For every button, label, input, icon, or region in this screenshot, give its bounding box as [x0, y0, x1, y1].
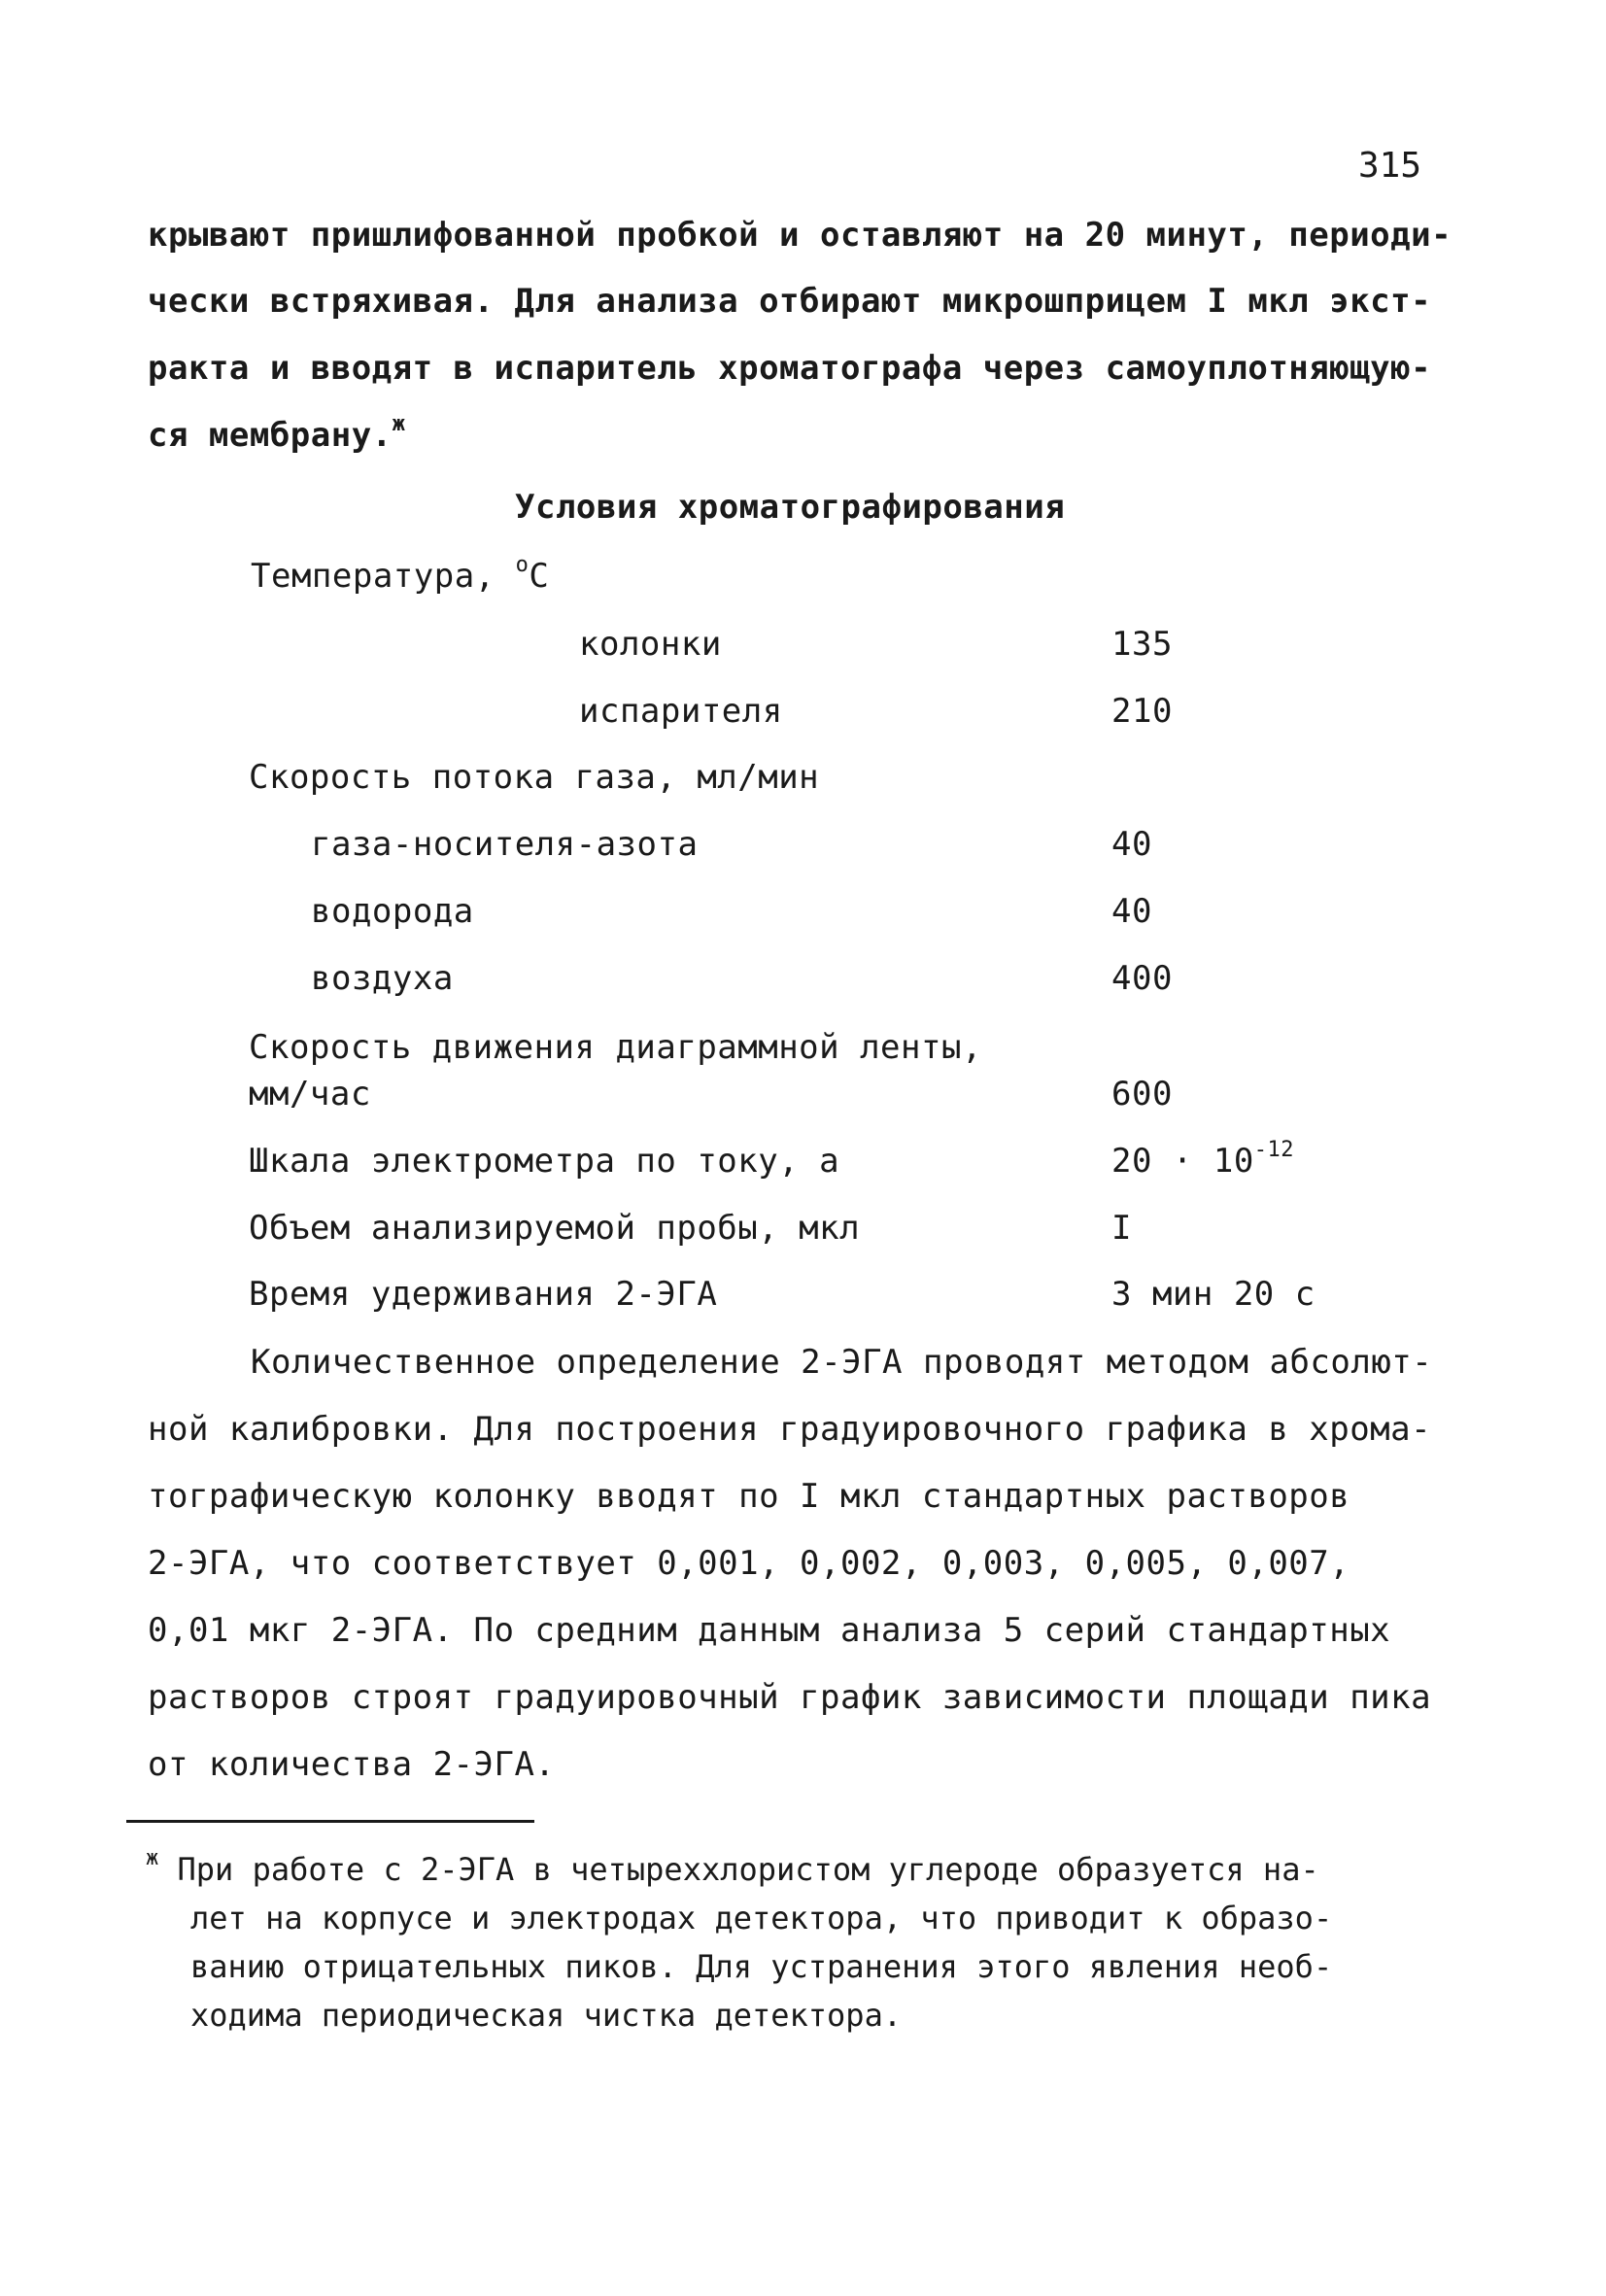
- hydrogen-value: 40: [1111, 892, 1152, 931]
- intro-line-3: ракта и вводят в испаритель хроматографа через самоуплотняющую-: [148, 349, 1432, 388]
- temperature-unit: С: [529, 557, 550, 596]
- footnote-mark: ж: [146, 1846, 159, 1870]
- chart-speed-label-1: Скорость движения диаграммной ленты,: [249, 1028, 982, 1067]
- retention-label: Время удерживания 2-ЭГА: [249, 1275, 718, 1314]
- footnote-line-1-text: При работе с 2-ЭГА в четыреххлористом углероде образуется на-: [177, 1851, 1319, 1888]
- gas-flow-label: Скорость потока газа, мл/мин: [249, 758, 820, 797]
- footnote-line-3: ванию отрицательных пиков. Для устранения этого явления необ-: [190, 1948, 1333, 1985]
- quant-line-5: 0,01 мкг 2-ЭГА. По средним данным анализа 5 серий стандартных: [148, 1611, 1391, 1650]
- volume-value: I: [1111, 1209, 1132, 1248]
- footnote-line-2: лет на корпусе и электродах детектора, что приводит к образо-: [190, 1900, 1333, 1936]
- footnote-reference: ж: [392, 412, 406, 436]
- quant-line-7: от количества 2-ЭГА.: [148, 1745, 556, 1784]
- intro-line-1: крывают пришлифованной пробкой и оставляют на 20 минут, периоди-: [148, 216, 1452, 255]
- retention-value: 3 мин 20 с: [1111, 1275, 1316, 1314]
- scale-value-text: 20 · 10: [1111, 1142, 1254, 1181]
- scale-value: [1111, 1138, 1295, 1181]
- quant-line-1: Количественное определение 2-ЭГА проводят методом абсолют-: [251, 1343, 1433, 1382]
- air-label: воздуха: [311, 959, 454, 998]
- evaporator-value: 210: [1111, 692, 1173, 731]
- quant-line-3: тографическую колонку вводят по I мкл стандартных растворов: [148, 1477, 1350, 1516]
- quant-line-4: 2-ЭГА, что соответствует 0,001, 0,002, 0,003, 0,005, 0,007,: [148, 1544, 1350, 1583]
- temperature-label: [251, 553, 550, 596]
- column-value: 135: [1111, 625, 1173, 664]
- intro-line-2: чески встряхивая. Для анализа отбирают микрошприцем I мкл экст-: [148, 282, 1432, 321]
- footnote-line-1: [146, 1846, 1319, 1888]
- carrier-value: 40: [1111, 825, 1152, 864]
- temperature-label-text: Температура,: [251, 557, 495, 596]
- scale-exponent: -12: [1253, 1138, 1295, 1162]
- conditions-title: Условия хроматографирования: [515, 488, 1066, 527]
- quant-line-2: ной калибровки. Для построения градуировочного графика в хрома-: [148, 1410, 1432, 1449]
- degree-sup: o: [515, 553, 530, 577]
- chart-speed-label-2: мм/час: [249, 1075, 371, 1114]
- scale-label: Шкала электрометра по току, а: [249, 1142, 840, 1181]
- footnote-divider: [126, 1820, 534, 1823]
- volume-label: Объем анализируемой пробы, мкл: [249, 1209, 861, 1248]
- footnote-line-4: ходима периодическая чистка детектора.: [190, 1997, 903, 2034]
- column-label: колонки: [579, 625, 722, 664]
- evaporator-label: испарителя: [579, 692, 783, 731]
- intro-line-4: [148, 412, 406, 455]
- page-number: 315: [1358, 146, 1422, 186]
- intro-line-4-text: ся мембрану.: [148, 416, 393, 455]
- carrier-label: газа-носителя-азота: [311, 825, 699, 864]
- hydrogen-label: водорода: [311, 892, 474, 931]
- quant-line-6: растворов строят градуировочный график зависимости площади пика: [148, 1678, 1432, 1717]
- air-value: 400: [1111, 959, 1173, 998]
- chart-speed-value: 600: [1111, 1075, 1173, 1114]
